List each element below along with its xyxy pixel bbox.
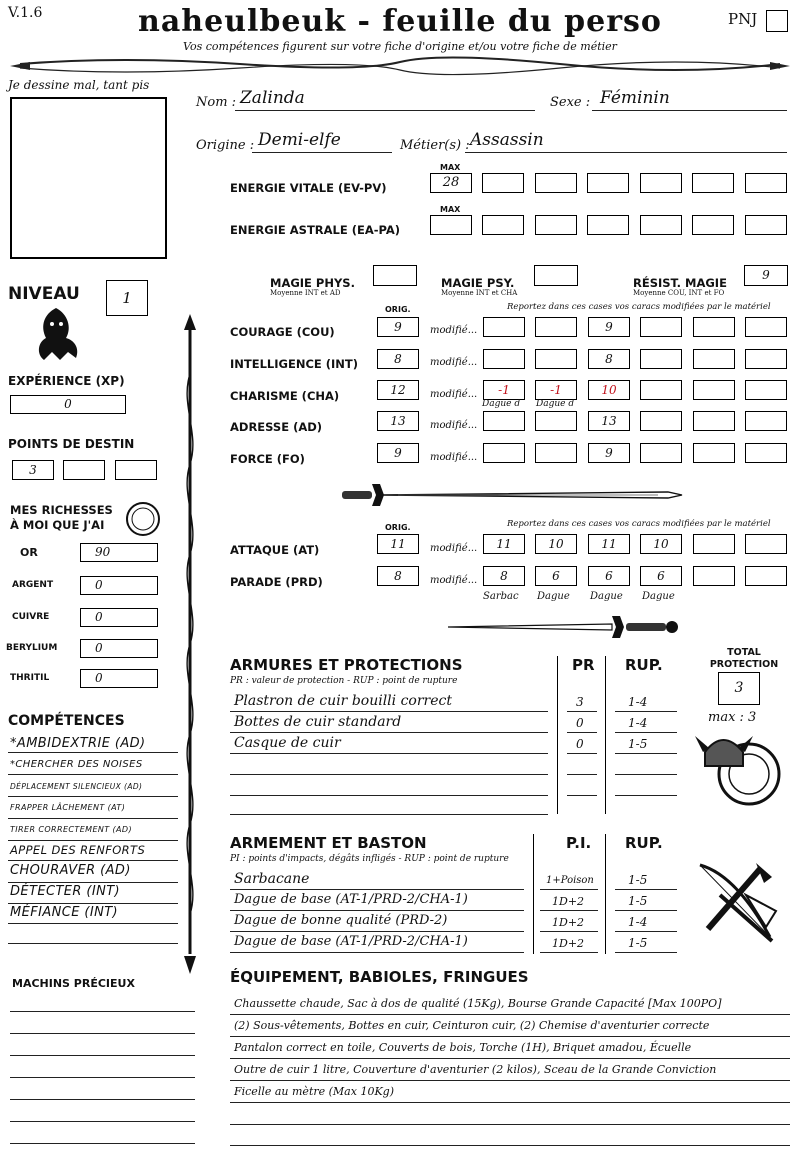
stats-orig-label: ORIG.	[385, 305, 411, 314]
stat-mod-box[interactable]: 8	[588, 349, 630, 369]
coin-icon	[124, 500, 162, 538]
armure-line	[230, 711, 548, 712]
magie-psy-label: MAGIE PSY.	[441, 276, 515, 290]
parade-mod-box[interactable]: 8	[483, 566, 525, 586]
wealth-box-argent[interactable]: 0	[80, 576, 158, 595]
stat-mod-box[interactable]	[640, 380, 682, 400]
parade-mod-box[interactable]	[745, 566, 787, 586]
competence-item[interactable]: DÉPLACEMENT SILENCIEUX (AD)	[10, 782, 143, 791]
competence-line	[8, 923, 178, 924]
stat-mod-box[interactable]	[640, 443, 682, 463]
stat-mod-box[interactable]: 13	[588, 411, 630, 431]
armure-line	[615, 753, 677, 754]
stat-mod-box[interactable]	[535, 317, 577, 337]
armure-line	[567, 795, 597, 796]
page-title: naheulbeuk - feuille du perso	[138, 4, 662, 39]
ev-box[interactable]	[535, 173, 577, 193]
armure-line	[567, 774, 597, 775]
page-subtitle: Vos compétences figurent sur votre fiche d'origine et/ou votre fiche de métier	[183, 40, 617, 53]
competence-line	[8, 943, 178, 944]
ev-box[interactable]	[587, 173, 629, 193]
magie-phys-sub: Moyenne INT et AD	[270, 289, 341, 297]
precieux-line	[10, 1055, 195, 1056]
arme-line	[540, 931, 598, 932]
portrait-caption: Je dessine mal, tant pis	[8, 78, 150, 92]
stat-label-force: FORCE (FO)	[230, 452, 305, 466]
stat-mod-box[interactable]: -1	[535, 380, 577, 400]
stat-mod-box[interactable]	[535, 443, 577, 463]
armure-line	[230, 814, 548, 815]
parade-label: PARADE (PRD)	[230, 575, 323, 589]
equipement-underline	[230, 1058, 790, 1059]
competence-item[interactable]: CHOURAVER (AD)	[10, 863, 131, 878]
attaque-label: ATTAQUE (AT)	[230, 543, 320, 557]
version-label: V.1.6	[8, 5, 43, 21]
arme-rup[interactable]: 1-5	[628, 894, 648, 908]
competence-line	[8, 840, 178, 841]
arme-name[interactable]: Sarbacane	[234, 871, 310, 887]
ea-box[interactable]	[482, 215, 524, 235]
equipement-line[interactable]: Pantalon correct en toile, Couverts de bois, Torche (1H), Briquet amadou, Écuelle	[234, 1041, 692, 1054]
stat-modified-label: modifié...	[430, 452, 478, 463]
competence-item[interactable]: APPEL DES RENFORTS	[10, 843, 146, 857]
arme-pi[interactable]: 1D+2	[552, 916, 585, 929]
arme-pi[interactable]: 1D+2	[552, 895, 585, 908]
attaque-mod-box[interactable]: 10	[535, 534, 577, 554]
parade-mod-box[interactable]: 6	[640, 566, 682, 586]
armure-line	[230, 795, 548, 796]
stat-orig-force[interactable]: 9	[377, 443, 419, 463]
stat-mod-box[interactable]	[535, 349, 577, 369]
stat-label-adresse: ADRESSE (AD)	[230, 420, 323, 434]
attaque-mod-box[interactable]: 11	[588, 534, 630, 554]
competence-line	[8, 796, 178, 797]
arme-line	[615, 952, 677, 953]
precieux-line	[10, 1143, 195, 1144]
armure-line	[567, 732, 597, 733]
precieux-line	[10, 1077, 195, 1078]
sexe-label: Sexe :	[550, 95, 591, 110]
total-protection-box[interactable]: 3	[718, 672, 760, 705]
wealth-label-thritil: THRITIL	[10, 673, 50, 683]
equipement-underline	[230, 1036, 790, 1037]
xp-label: EXPÉRIENCE (XP)	[8, 374, 125, 388]
armure-line	[230, 753, 548, 754]
armures-col-pr: PR	[572, 656, 595, 674]
stat-mod-box[interactable]	[640, 317, 682, 337]
combat-modified-label: modifié...	[430, 575, 478, 586]
stat-mod-box[interactable]	[745, 443, 787, 463]
stat-mod-box[interactable]	[483, 349, 525, 369]
stat-mod-box[interactable]: 10	[588, 380, 630, 400]
arme-name[interactable]: Dague de base (AT-1/PRD-2/CHA-1)	[234, 892, 468, 907]
armement-col-pi: P.I.	[566, 834, 592, 852]
ea-max-label: MAX	[440, 205, 461, 214]
precieux-line	[10, 1121, 195, 1122]
machins-precieux-label: MACHINS PRÉCIEUX	[12, 977, 135, 990]
origine-value[interactable]: Demi-elfe	[258, 130, 341, 150]
ev-box[interactable]	[692, 173, 734, 193]
metier-value[interactable]: Assassin	[470, 130, 544, 150]
armure-pr[interactable]: 3	[576, 695, 584, 709]
stat-modified-label: modifié...	[430, 420, 478, 431]
magie-psy-box[interactable]	[534, 265, 578, 286]
nom-label: Nom :	[196, 95, 237, 110]
stat-mod-box[interactable]	[483, 443, 525, 463]
arme-line	[230, 952, 524, 953]
staff-ornament	[176, 314, 204, 974]
stat-label-intelligence: INTELLIGENCE (INT)	[230, 357, 359, 371]
precieux-line	[10, 1011, 195, 1012]
competences-label: COMPÉTENCES	[8, 713, 125, 729]
combat-modified-label: modifié...	[430, 543, 478, 554]
stat-mod-box[interactable]	[745, 317, 787, 337]
armure-line	[230, 732, 548, 733]
stat-mod-box[interactable]	[535, 411, 577, 431]
ea-box[interactable]	[587, 215, 629, 235]
ea-label: ENERGIE ASTRALE (EA-PA)	[230, 223, 401, 237]
competence-item[interactable]: DÉTECTER (INT)	[10, 884, 121, 899]
stat-mod-box[interactable]	[745, 349, 787, 369]
richesses-label-2: À MOI QUE J'AI	[10, 518, 105, 532]
competence-item[interactable]: *AMBIDEXTRIE (AD)	[10, 736, 146, 751]
combat-note: Dague	[642, 591, 675, 602]
competence-line	[8, 860, 178, 861]
arme-rup[interactable]: 1-4	[628, 915, 648, 929]
resist-magie-label: RÉSIST. MAGIE	[633, 276, 727, 290]
arme-line	[540, 910, 598, 911]
stat-modified-label: modifié...	[430, 325, 478, 336]
sword-icon	[338, 478, 683, 512]
stat-orig-courage[interactable]: 9	[377, 317, 419, 337]
equipement-line[interactable]: Chaussette chaude, Sac à dos de qualité (15Kg), Bourse Grande Capacité [Max 100PO]	[234, 997, 722, 1010]
richesses-label: MES RICHESSES	[10, 503, 113, 517]
sexe-underline	[592, 110, 787, 111]
competence-item[interactable]: MÉFIANCE (INT)	[10, 905, 119, 920]
destin-box[interactable]	[115, 460, 157, 480]
attaque-mod-box[interactable]: 11	[483, 534, 525, 554]
stat-mod-box[interactable]: -1	[483, 380, 525, 400]
arme-line	[615, 889, 677, 890]
stats-report-note: Reportez dans ces cases vos caracs modifiées par le matériel	[507, 302, 771, 312]
sexe-value[interactable]: Féminin	[600, 88, 670, 108]
armures-col-rup: RUP.	[625, 656, 663, 674]
stat-mod-box[interactable]	[693, 380, 735, 400]
ea-box[interactable]	[745, 215, 787, 235]
stat-mod-box[interactable]: 9	[588, 443, 630, 463]
ea-box[interactable]	[692, 215, 734, 235]
armure-rup[interactable]: 1-5	[628, 737, 648, 751]
ea-box[interactable]	[535, 215, 577, 235]
header-rope-ornament	[0, 52, 800, 80]
stat-orig-intelligence[interactable]: 8	[377, 349, 419, 369]
pnj-checkbox[interactable]	[766, 10, 788, 32]
nom-value[interactable]: Zalinda	[240, 88, 305, 108]
ev-box[interactable]	[482, 173, 524, 193]
equipement-underline	[230, 1102, 790, 1103]
armure-line	[615, 795, 677, 796]
stat-note: Dague d	[482, 399, 521, 409]
equipement-underline	[230, 1124, 790, 1125]
arme-name[interactable]: Dague de bonne qualité (PRD-2)	[234, 913, 448, 928]
origine-underline	[252, 152, 392, 153]
arme-line	[230, 931, 524, 932]
parade-mod-box[interactable]: 6	[588, 566, 630, 586]
armure-line	[230, 774, 548, 775]
arme-pi[interactable]: 1D+2	[552, 937, 585, 950]
stat-modified-label: modifié...	[430, 357, 478, 368]
armure-line	[567, 753, 597, 754]
armure-pr[interactable]: 0	[576, 737, 584, 751]
armement-col-rup: RUP.	[625, 834, 663, 852]
ea-box[interactable]	[640, 215, 682, 235]
nom-underline	[235, 110, 535, 111]
armures-divider	[557, 656, 558, 814]
arme-line	[540, 889, 598, 890]
ev-box[interactable]	[745, 173, 787, 193]
ea-max-box[interactable]	[430, 215, 472, 235]
attaque-mod-box[interactable]	[745, 534, 787, 554]
ev-label: ENERGIE VITALE (EV-PV)	[230, 181, 387, 195]
destin-label: POINTS DE DESTIN	[8, 437, 135, 451]
stat-mod-box[interactable]	[693, 411, 735, 431]
wealth-label-or: OR	[20, 546, 38, 559]
stat-mod-box[interactable]	[483, 317, 525, 337]
resist-magie-sub: Moyenne COU, INT et FO	[633, 289, 725, 297]
competence-line	[8, 774, 178, 775]
arme-line	[540, 952, 598, 953]
equipement-line[interactable]: Ficelle au mètre (Max 10Kg)	[234, 1085, 394, 1098]
equipement-underline	[230, 1014, 790, 1015]
wealth-box-cuivre[interactable]: 0	[80, 608, 158, 627]
arme-line	[615, 910, 677, 911]
stat-mod-box[interactable]	[693, 443, 735, 463]
arme-rup[interactable]: 1-5	[628, 936, 648, 950]
xp-box[interactable]: 0	[10, 395, 126, 414]
ev-max-label: MAX	[440, 163, 461, 172]
armure-line	[615, 711, 677, 712]
stat-label-charisme: CHARISME (CHA)	[230, 389, 340, 403]
stat-mod-box[interactable]	[745, 411, 787, 431]
combat-orig-label: ORIG.	[385, 523, 411, 532]
arme-line	[615, 931, 677, 932]
stat-mod-box[interactable]	[693, 317, 735, 337]
armure-name[interactable]: Casque de cuir	[234, 735, 341, 751]
pnj-label: PNJ	[728, 10, 758, 28]
armure-line	[567, 711, 597, 712]
attaque-mod-box[interactable]: 10	[640, 534, 682, 554]
equipement-underline	[230, 1145, 790, 1146]
stat-mod-box[interactable]	[640, 349, 682, 369]
niveau-label: NIVEAU	[8, 284, 80, 304]
arme-line	[230, 910, 524, 911]
wealth-label-cuivre: CUIVRE	[12, 612, 50, 622]
stat-mod-box[interactable]	[745, 380, 787, 400]
sword-icon	[442, 612, 682, 642]
arme-name[interactable]: Dague de base (AT-1/PRD-2/CHA-1)	[234, 934, 468, 949]
stat-label-courage: COURAGE (COU)	[230, 325, 335, 339]
wealth-label-berylium: BERYLIUM	[6, 643, 58, 653]
armure-name[interactable]: Plastron de cuir bouilli correct	[234, 693, 452, 709]
stat-orig-adresse[interactable]: 13	[377, 411, 419, 431]
wealth-box-or[interactable]: 90	[80, 543, 158, 562]
dragon-icon	[30, 304, 82, 362]
armement-divider	[605, 834, 606, 954]
combat-note: Dague	[537, 591, 570, 602]
competence-item[interactable]: FRAPPER LÂCHEMENT (AT)	[10, 803, 126, 812]
combat-note: Dague	[590, 591, 623, 602]
competence-line	[8, 752, 178, 753]
arme-pi[interactable]: 1+Poison	[546, 875, 594, 886]
attaque-mod-box[interactable]	[693, 534, 735, 554]
equipement-line[interactable]: Outre de cuir 1 litre, Couverture d'aventurier (2 kilos), Sceau de la Grande Conviction	[234, 1063, 717, 1076]
armures-divider	[605, 656, 606, 814]
competence-line	[8, 882, 178, 883]
arme-line	[230, 889, 524, 890]
precieux-line	[10, 1099, 195, 1100]
precieux-line	[10, 1033, 195, 1034]
metier-label: Métier(s) :	[400, 138, 470, 153]
resist-magie-box[interactable]: 9	[744, 265, 788, 286]
stat-modified-label: modifié...	[430, 389, 478, 400]
niveau-box[interactable]: 1	[106, 280, 148, 316]
armement-divider	[533, 834, 534, 954]
competence-line	[8, 903, 178, 904]
arme-rup[interactable]: 1-5	[628, 873, 648, 887]
armure-line	[615, 732, 677, 733]
combat-note: Sarbac	[483, 591, 519, 602]
helmet-shield-icon	[693, 722, 785, 814]
parade-mod-box[interactable]: 6	[535, 566, 577, 586]
stat-mod-box[interactable]: 9	[588, 317, 630, 337]
destin-box[interactable]	[63, 460, 105, 480]
stat-mod-box[interactable]	[640, 411, 682, 431]
armure-line	[615, 774, 677, 775]
origine-label: Origine :	[196, 138, 255, 153]
magie-psy-sub: Moyenne INT et CHA	[441, 289, 518, 297]
max-protection: max : 3	[708, 710, 757, 725]
attaque-orig-box[interactable]: 11	[377, 534, 419, 554]
combat-report-note: Reportez dans ces cases vos caracs modifiées par le matériel	[507, 519, 771, 529]
parade-orig-box[interactable]: 8	[377, 566, 419, 586]
magie-phys-label: MAGIE PHYS.	[270, 276, 355, 290]
armure-name[interactable]: Bottes de cuir standard	[234, 714, 402, 730]
armures-subtitle: PR : valeur de protection - RUP : point de rupture	[230, 676, 458, 686]
equipement-title: ÉQUIPEMENT, BABIOLES, FRINGUES	[230, 968, 529, 986]
portrait-box[interactable]	[10, 97, 167, 259]
metier-underline	[465, 152, 787, 153]
magie-phys-box[interactable]	[373, 265, 417, 286]
competence-item[interactable]: *CHERCHER DES NOISES	[10, 759, 143, 770]
armure-rup[interactable]: 1-4	[628, 695, 648, 709]
destin-box[interactable]: 3	[12, 460, 54, 480]
competence-line	[8, 818, 178, 819]
equipement-line[interactable]: (2) Sous-vêtements, Bottes en cuir, Ceinturon cuir, (2) Chemise d'aventurier correcte	[234, 1019, 710, 1032]
armement-title: ARMEMENT ET BASTON	[230, 834, 427, 852]
wealth-box-thritil[interactable]: 0	[80, 669, 158, 688]
armure-pr[interactable]: 0	[576, 716, 584, 730]
armures-title: ARMURES ET PROTECTIONS	[230, 656, 463, 674]
armement-subtitle: PI : points d'impacts, dégâts infligés - RUP : point de rupture	[230, 854, 509, 864]
wealth-label-argent: ARGENT	[12, 580, 54, 590]
weapons-icon	[690, 855, 782, 947]
stat-mod-box[interactable]	[693, 349, 735, 369]
stat-mod-box[interactable]	[483, 411, 525, 431]
wealth-box-berylium[interactable]: 0	[80, 639, 158, 658]
equipement-underline	[230, 1080, 790, 1081]
armure-rup[interactable]: 1-4	[628, 716, 648, 730]
total-protection-label: TOTAL PROTECTION	[709, 647, 779, 670]
competence-item[interactable]: TIRER CORRECTEMENT (AD)	[10, 825, 132, 834]
parade-mod-box[interactable]	[693, 566, 735, 586]
stat-orig-charisme[interactable]: 12	[377, 380, 419, 400]
ev-box[interactable]	[640, 173, 682, 193]
stat-note: Dague d	[536, 399, 575, 409]
ev-max-box[interactable]: 28	[430, 173, 472, 193]
